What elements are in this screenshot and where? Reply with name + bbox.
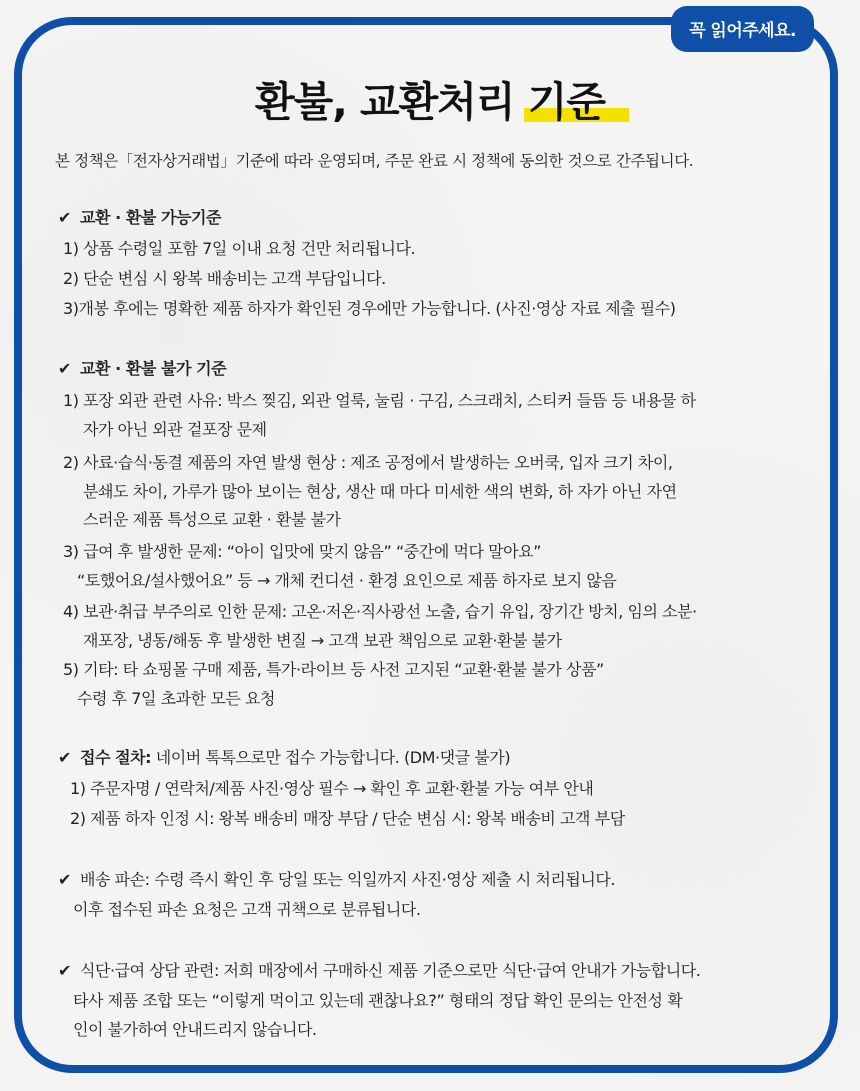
section-line: 자가 아닌 외관 겉포장 문제 bbox=[83, 420, 267, 439]
section-line: 4) 보관·취급 부주의로 인한 문제: 고온·저온·직사광선 노출, 습기 유입, 장기간 방치, 임의 소분· bbox=[63, 602, 697, 621]
section-line: 1) 포장 외관 관련 사유: 박스 찢김, 외관 얼룩, 눌림 · 구김, 스크래치, 스티커 들뜸 등 내용물 하 bbox=[63, 391, 696, 410]
read-me-badge: 꼭 읽어주세요. bbox=[671, 6, 814, 52]
section-line: 분쇄도 차이, 가루가 많아 보이는 현상, 생산 때 마다 미세한 색의 변화, 하 자가 아닌 자연 bbox=[83, 482, 677, 501]
section-line: 타사 제품 조합 또는 “이렇게 먹이고 있는데 괜찮나요?” 형태의 정답 확인 문의는 안전성 확 bbox=[73, 991, 683, 1010]
section-line: 3)개봉 후에는 명확한 제품 하자가 확인된 경우에만 가능합니다. (사진·영상 자료 제출 필수) bbox=[63, 299, 676, 318]
title-highlight: 기준 bbox=[527, 78, 605, 126]
section-line: 이후 접수된 파손 요청은 고객 귀책으로 분류됩니다. bbox=[73, 900, 421, 919]
section-line: 1) 상품 수령일 포함 7일 이내 요청 건만 처리됩니다. bbox=[63, 239, 416, 258]
title-block bbox=[0, 76, 860, 128]
section-line: “토했어요/설사했어요” 등 → 개체 컨디션 · 환경 요인으로 제품 하자로 보지 않음 bbox=[77, 571, 617, 590]
section-line: 스러운 제품 특성으로 교환 · 환불 불가 bbox=[83, 510, 341, 529]
intro-text: 본 정책은「전자상거래법」기준에 따라 운영되며, 주문 완료 시 정책에 동의한 것으로 간주됩니다. bbox=[55, 152, 694, 170]
section-line: 1) 주문자명 / 연락처/제품 사진·영상 필수 → 확인 후 교환·환불 가능 여부 안내 bbox=[70, 779, 594, 798]
check-icon: ✔ bbox=[58, 870, 71, 889]
check-icon: ✔ bbox=[58, 961, 71, 980]
section-heading-diet-consultation: ✔ 식단·급여 상담 관련: 저희 매장에서 구매하신 제품 기준으로만 식단·급여 안내가 가능합니다. bbox=[58, 959, 700, 983]
section-line: 인이 불가하여 안내드리지 않습니다. bbox=[73, 1020, 317, 1039]
page-title bbox=[255, 76, 605, 128]
check-icon: ✔ bbox=[58, 359, 71, 378]
section-line: 2) 사료·습식·동결 제품의 자연 발생 현상 : 제조 공정에서 발생하는 오버쿡, 입자 크기 차이, bbox=[63, 453, 673, 472]
section-line: 3) 급여 후 발생한 문제: “아이 입맛에 맞지 않음” “중간에 먹다 말아요” bbox=[63, 542, 541, 561]
section-heading-shipping-damage: ✔ 배송 파손: 수령 즉시 확인 후 당일 또는 익일까지 사진·영상 제출 시 처리됩니다. bbox=[58, 868, 615, 892]
check-icon: ✔ bbox=[58, 208, 71, 227]
section-line: 2) 단순 변심 시 왕복 배송비는 고객 부담입니다. bbox=[63, 269, 386, 288]
section-heading-reception-procedure: ✔ 접수 절차: 네이버 톡톡으로만 접수 가능합니다. (DM·댓글 불가) bbox=[58, 746, 510, 770]
check-icon: ✔ bbox=[58, 748, 71, 767]
section-line: 재포장, 냉동/해동 후 발생한 변질 → 고객 보관 책임으로 교환·환불 불가 bbox=[83, 631, 562, 650]
title-main: 환불, 교환처리 bbox=[255, 78, 528, 126]
section-line: 5) 기타: 타 쇼핑몰 구매 제품, 특가·라이브 등 사전 고지된 “교환·환불 불가 상품” bbox=[63, 660, 604, 679]
section-line: 2) 제품 하자 인정 시: 왕복 배송비 매장 부담 / 단순 변심 시: 왕복 배송비 고객 부담 bbox=[70, 809, 625, 828]
section-heading-exchange-unavailable: ✔ 교환 · 환불 불가 기준 bbox=[58, 357, 226, 381]
section-heading-exchange-available: ✔ 교환 · 환불 가능기준 bbox=[58, 206, 221, 230]
section-line: 수령 후 7일 초과한 모든 요청 bbox=[77, 689, 275, 708]
